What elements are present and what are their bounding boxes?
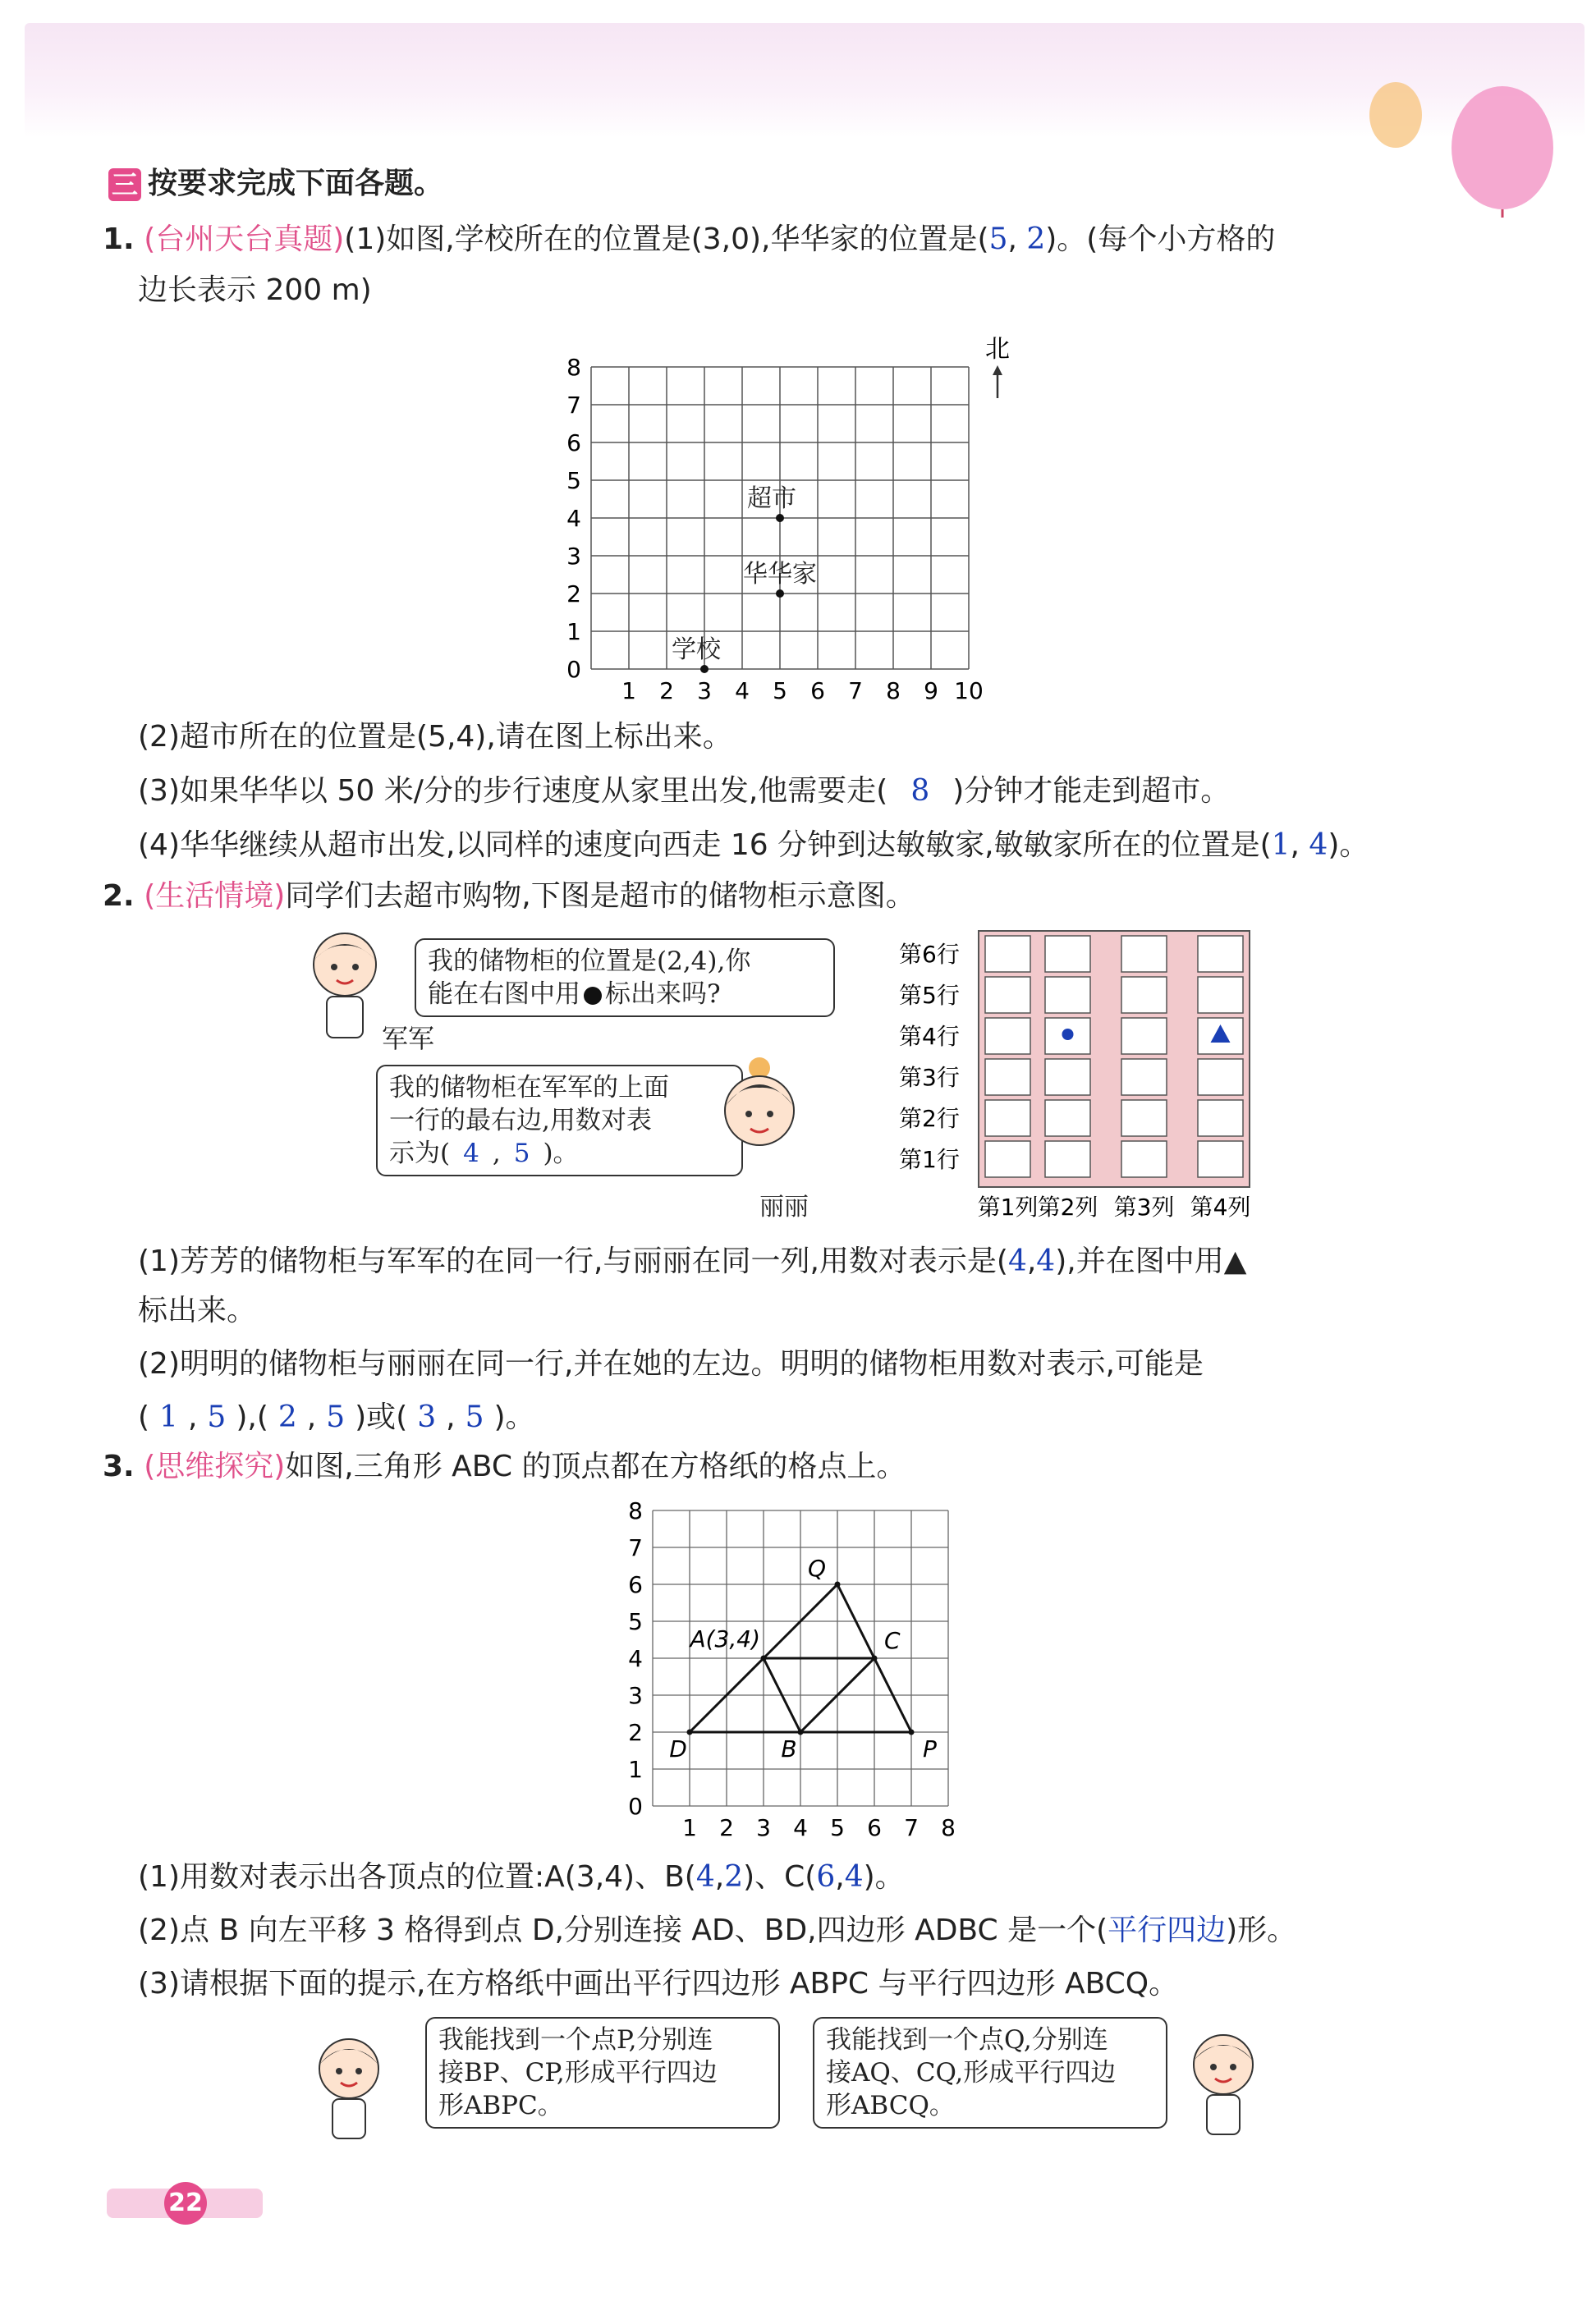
y-tick-label: 7 — [628, 1534, 643, 1561]
q2-part2-answers — [138, 1400, 535, 1436]
q2-part2: (2)明明的储物柜与丽丽在同一行,并在她的左边。明明的储物柜用数对表示,可能是 — [138, 1347, 1204, 1381]
point-marker — [776, 589, 784, 598]
q3-coordinate-grid — [612, 1498, 973, 1843]
vertex-point — [909, 1730, 915, 1735]
row-label: 第6行 — [899, 941, 960, 968]
locker-cell — [985, 1100, 1030, 1136]
locker-cell — [985, 1059, 1030, 1095]
q3-part3: (3)请根据下面的提示,在方格纸中画出平行四边形 ABPC 与平行四边形 ABCQ。 — [138, 1967, 1179, 2001]
locker-cell — [1121, 936, 1167, 972]
y-tick-label: 2 — [566, 580, 581, 607]
hint2-line2: 接AQ、CQ,形成平行四边 — [826, 2058, 1117, 2088]
vertex-label: D — [669, 1735, 687, 1762]
bubble2-line3-a: 示为( — [389, 1139, 451, 1168]
bubble2-answer-x: 4 — [463, 1139, 479, 1168]
locker-cell — [1045, 1141, 1090, 1177]
q2-part1-text-a: (1)芳芳的储物柜与军军的在同一行,与丽丽在同一列,用数对表示是( — [138, 1244, 1008, 1278]
filled-circle-icon — [584, 987, 602, 1005]
vertex-point — [761, 1656, 767, 1662]
q3-tag: (思维探究) — [144, 1450, 286, 1483]
y-tick-label: 0 — [628, 1793, 643, 1820]
bubble1-line2 — [428, 978, 822, 1011]
answer-y: 5 — [465, 1400, 484, 1434]
x-tick-label: 7 — [848, 677, 863, 704]
q1-number: 1. — [103, 222, 135, 256]
answer-separator: , — [247, 1400, 257, 1434]
q2-part1: (1)芳芳的储物柜与军军的在同一行,与丽丽在同一列,用数对表示是(4,4),并在图中用▲ — [138, 1244, 1247, 1278]
y-tick-label: 6 — [628, 1571, 643, 1598]
vertex-label: A(3,4) — [690, 1625, 760, 1652]
bubble2-line3-b: )。 — [543, 1139, 579, 1168]
boy-speech-bubble — [415, 938, 835, 1017]
q3-part2-answer: 平行四边 — [1108, 1914, 1227, 1947]
locker-cell — [1121, 1018, 1167, 1054]
locker-cell — [985, 1141, 1030, 1177]
q1-tag: (台州天台真题) — [144, 222, 345, 256]
answer-x: 1 — [159, 1400, 178, 1434]
point-label: 超市 — [747, 484, 796, 513]
locker-cell — [1121, 1141, 1167, 1177]
q1-part3-text-a: (3)如果华华以 50 米/分的步行速度从家里出发,他需要走( — [138, 774, 888, 808]
hint1-line2: 接BP、CP,形成平行四边 — [438, 2058, 718, 2088]
bubble2-answer-y: 5 — [513, 1139, 530, 1168]
row-label: 第3行 — [899, 1064, 960, 1091]
locker-cell — [1045, 936, 1090, 972]
page-number: 22 — [164, 2182, 207, 2225]
q1-part4-text-b: )。 — [1328, 828, 1369, 862]
q3-part2-text-b: )形。 — [1226, 1914, 1297, 1947]
vertex-point — [687, 1730, 693, 1735]
q1-part4-answer-x: 1 — [1271, 828, 1291, 862]
q2-intro: 同学们去超市购物,下图是超市的储物柜示意图。 — [285, 879, 915, 913]
q3-part1-bx: 4 — [695, 1860, 715, 1894]
x-tick-label: 1 — [621, 677, 636, 704]
row-label: 第4行 — [899, 1023, 960, 1050]
bubble2-line1: 我的储物柜在军军的上面 — [389, 1073, 669, 1102]
y-tick-label: 1 — [566, 618, 581, 645]
point-label: 学校 — [672, 635, 721, 664]
locker-cell — [1045, 1100, 1090, 1136]
locker-cell — [1045, 1059, 1090, 1095]
x-tick-label: 7 — [904, 1814, 919, 1841]
point-label: 华华家 — [743, 560, 817, 589]
q2-number: 2. — [103, 879, 135, 913]
vertex-label: P — [923, 1735, 937, 1762]
x-tick-label: 2 — [719, 1814, 734, 1841]
x-tick-label: 5 — [830, 1814, 845, 1841]
x-tick-label: 4 — [793, 1814, 808, 1841]
hint-bubble-p — [425, 2017, 780, 2129]
locker-cell — [1121, 977, 1167, 1013]
q1-line2: 边长表示 200 m) — [138, 273, 372, 307]
answer-end: 。 — [505, 1400, 535, 1434]
bubble2-line2: 一行的最右边,用数对表 — [389, 1106, 652, 1135]
column-label: 第3列 — [1113, 1194, 1175, 1221]
q1-part4-text-a: (4)华华继续从超市出发,以同样的速度向西走 16 分钟到达敏敏家,敏敏家所在的位置是( — [138, 828, 1272, 862]
y-tick-label: 8 — [628, 1498, 643, 1524]
q2-locker-diagram — [899, 928, 1293, 1231]
answer-pair: ( 2 , 5 ) — [256, 1400, 367, 1434]
bubble1-line2-text: 能在右图中用 — [428, 979, 580, 1009]
locker-cell — [1198, 1059, 1243, 1095]
locker-cell — [1198, 1141, 1243, 1177]
q2-part1-answer-y: 4 — [1036, 1244, 1056, 1278]
locker-cell — [1198, 1100, 1243, 1136]
answer-pair: ( 1 , 5 ) — [138, 1400, 248, 1434]
header-banner — [25, 23, 1585, 138]
answer-y: 5 — [326, 1400, 346, 1434]
locker-cell — [1121, 1100, 1167, 1136]
q3-line1 — [103, 1449, 906, 1485]
section-number-icon: 三 — [108, 168, 141, 201]
q2-part1-answer-x: 4 — [1007, 1244, 1027, 1278]
x-tick-label: 8 — [941, 1814, 956, 1841]
y-tick-label: 6 — [566, 429, 581, 456]
locker-cell — [985, 936, 1030, 972]
row-label: 第2行 — [899, 1105, 960, 1132]
answer-x: 2 — [277, 1400, 297, 1434]
boy-name-label: 军军 — [382, 1023, 435, 1054]
locker-cell — [1121, 1059, 1167, 1095]
x-tick-label: 9 — [924, 677, 938, 704]
q1-answer-y: 2 — [1026, 222, 1046, 256]
y-tick-label: 5 — [628, 1608, 643, 1635]
bubble1-line1: 我的储物柜的位置是(2,4),你 — [428, 947, 751, 976]
point-marker — [776, 514, 784, 522]
y-tick-label: 0 — [566, 656, 581, 683]
q1-part3-text-b: )分钟才能走到超市。 — [952, 774, 1231, 808]
girl-avatar — [714, 1055, 805, 1178]
hint2-line1: 我能找到一个点Q,分别连 — [826, 2025, 1108, 2055]
q3-part1-cx: 6 — [816, 1860, 836, 1894]
q1-answer-x: 5 — [988, 222, 1008, 256]
q3-part2-text-a: (2)点 B 向左平移 3 格得到点 D,分别连接 AD、BD,四边形 ADBC 是一个( — [138, 1914, 1108, 1947]
vertex-point — [835, 1582, 841, 1588]
y-tick-label: 4 — [628, 1645, 643, 1672]
q2-part1-text-b: ),并在图中用▲ — [1055, 1244, 1247, 1278]
q2-tag: (生活情境) — [144, 879, 286, 913]
vertex-label: Q — [807, 1555, 826, 1582]
q2-line1 — [103, 878, 915, 914]
row-label: 第1行 — [899, 1146, 960, 1173]
balloon-decoration — [1355, 78, 1568, 218]
q3-part1-cy: 4 — [844, 1860, 864, 1894]
x-tick-label: 4 — [735, 677, 750, 704]
boy-avatar — [304, 928, 386, 1059]
q2-part1-line2: 标出来。 — [138, 1294, 257, 1327]
hint1-line1: 我能找到一个点P,分别连 — [438, 2025, 713, 2055]
answer-or: 或 — [366, 1400, 397, 1434]
y-tick-label: 4 — [566, 505, 581, 532]
north-arrow-icon — [993, 365, 1002, 375]
locker-cell — [1198, 936, 1243, 972]
vertex-label: C — [884, 1627, 901, 1654]
y-tick-label: 1 — [628, 1756, 643, 1783]
x-tick-label: 10 — [954, 677, 984, 704]
column-label: 第2列 — [1037, 1194, 1098, 1221]
y-tick-label: 8 — [566, 354, 581, 381]
q1-text-a: (1)如图,学校所在的位置是(3,0),华华家的位置是( — [344, 222, 989, 256]
q3-part1-text-end: )。 — [863, 1860, 905, 1894]
locker-cell — [1198, 977, 1243, 1013]
y-tick-label: 2 — [628, 1719, 643, 1746]
y-tick-label: 3 — [628, 1682, 643, 1709]
y-tick-label: 7 — [566, 392, 581, 419]
q1-part4-answer-y: 4 — [1309, 828, 1328, 862]
q1-coordinate-grid — [542, 324, 1034, 714]
hint1-line3: 形ABPC。 — [438, 2091, 563, 2120]
bubble2-line3: 示为( 4 , 5 )。 — [389, 1139, 579, 1168]
x-tick-label: 3 — [697, 677, 712, 704]
x-tick-label: 2 — [659, 677, 674, 704]
q3-intro: 如图,三角形 ABC 的顶点都在方格纸的格点上。 — [285, 1450, 906, 1483]
vertex-point — [872, 1656, 878, 1662]
q1-line1: 1. (台州天台真题)(1)如图,学校所在的位置是(3,0),华华家的位置是(5, 2)。(每个小方格的 — [103, 222, 1276, 256]
q1-part3-answer: 8 — [910, 774, 930, 808]
vertex-label: B — [781, 1735, 797, 1762]
q3-part1-text-a: (1)用数对表示出各顶点的位置:A(3,4)、B( — [138, 1860, 696, 1894]
locker-cell — [1045, 977, 1090, 1013]
q3-part2 — [138, 1913, 1296, 1949]
locker-cell — [985, 977, 1030, 1013]
boy-avatar-2 — [308, 2032, 390, 2147]
section-title: 按要求完成下面各题。 — [148, 167, 444, 200]
x-tick-label: 5 — [773, 677, 787, 704]
answer-pair: ( 3 , 5 ) — [396, 1400, 506, 1434]
boy-avatar-3 — [1174, 2028, 1273, 2143]
hint-bubble-q — [813, 2017, 1167, 2129]
north-label: 北 — [985, 335, 1010, 364]
q3-part1: (1)用数对表示出各顶点的位置:A(3,4)、B(4,2)、C(6,4)。 — [138, 1860, 905, 1894]
q3-number: 3. — [103, 1450, 135, 1483]
q1-part4: (4)华华继续从超市出发,以同样的速度向西走 16 分钟到达敏敏家,敏敏家所在的位置是(1, 4)。 — [138, 828, 1369, 862]
answer-x: 3 — [417, 1400, 437, 1434]
girl-name-label: 丽丽 — [759, 1193, 809, 1222]
y-tick-label: 5 — [566, 467, 581, 494]
x-tick-label: 3 — [756, 1814, 771, 1841]
x-tick-label: 8 — [886, 677, 901, 704]
girl-speech-bubble — [376, 1065, 743, 1176]
answer-y: 5 — [207, 1400, 227, 1434]
locker-circle-mark — [1062, 1029, 1074, 1040]
q1-text-b: )。(每个小方格的 — [1045, 222, 1276, 256]
q3-part1-by: 2 — [724, 1860, 744, 1894]
column-label: 第1列 — [977, 1194, 1039, 1221]
q1-part2: (2)超市所在的位置是(5,4),请在图上标出来。 — [138, 720, 732, 754]
y-tick-label: 3 — [566, 543, 581, 570]
vertex-point — [798, 1730, 804, 1735]
x-tick-label: 6 — [810, 677, 825, 704]
row-label: 第5行 — [899, 982, 960, 1009]
hint2-line3: 形ABCQ。 — [826, 2091, 955, 2120]
x-tick-label: 6 — [867, 1814, 882, 1841]
q3-part1-text-mid: )、C( — [743, 1860, 817, 1894]
bubble1-line2-end: 标出来吗? — [605, 979, 721, 1009]
column-label: 第4列 — [1190, 1194, 1251, 1221]
q1-part3 — [138, 773, 1230, 809]
locker-cell — [985, 1018, 1030, 1054]
point-marker — [700, 665, 709, 673]
x-tick-label: 1 — [682, 1814, 697, 1841]
